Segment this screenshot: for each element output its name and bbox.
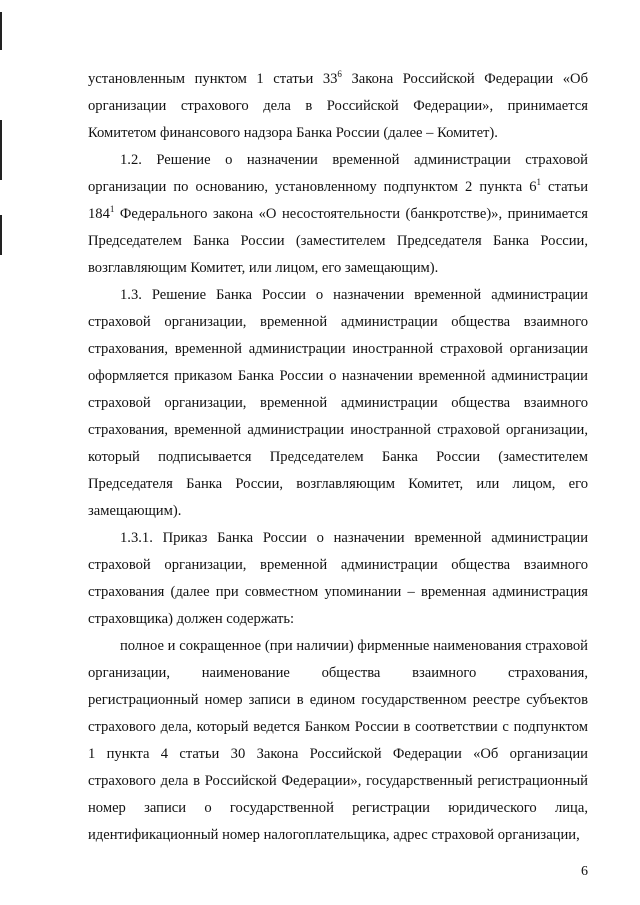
- page-number: 6: [581, 864, 588, 879]
- document-body: [88, 66, 588, 849]
- left-margin-mark: [0, 12, 2, 50]
- paragraph-1-3: 1.3. Решение Банка России о назначении временной администрации страховой организации, временной администрации общества взаимного страхования, временной администрации иностранной страховой организации оформляется приказом Банка России о назначении временной администрации страховой организации, временной администрации общества взаимного страхования, временной администрации иностранной страховой организации, который подписывается Председателем Банка России (заместителем Председателя Банка России, возглавляющим Комитет, или лицом, его замещающим).: [88, 287, 588, 519]
- paragraph-continuation: установленным пунктом 1 статьи $33^6$ Закона Российской Федерации «Об организации страхового дела в Российской Федерации», принимается Комитетом финансового надзора Банка России (далее – Комитет).: [88, 69, 589, 141]
- paragraph-1-2: 1.2. Решение о назначении временной администрации страховой организации по основанию, установленному подпунктом 2 пункта $6^1$ статьи $184^1$ Федерального закона «О несостоятельности (банкротстве)», принимается Председателем Банка России (заместителем Председателя Банка России, возглавляющим Комитет, или лицом, его замещающим).: [88, 152, 589, 276]
- left-margin-mark: [0, 120, 2, 180]
- superscript: 1: [536, 177, 542, 188]
- paragraph-1-3-1: 1.3.1. Приказ Банка России о назначении временной администрации страховой организации, временной администрации общества взаимного страхования (далее при совместном упоминании – временная администрация страховщика) должен содержать:: [88, 530, 588, 627]
- superscript: 1: [109, 204, 115, 215]
- paragraph-names: полное и сокращенное (при наличии) фирменные наименования страховой организации, наименование общества взаимного страхования, регистрационный номер записи в едином государственном реестре субъектов страхового дела, который ведется Банком России в соответствии с подпунктом 1 пункта 4 статьи 30 Закона Российской Федерации «Об организации страхового дела в Российской Федерации», государственный регистрационный номер записи о государственной регистрации юридического лица, идентификационный номер налогоплательщика, адрес страховой организации,: [88, 638, 588, 843]
- superscript: 6: [337, 69, 342, 80]
- left-margin-mark: [0, 215, 2, 255]
